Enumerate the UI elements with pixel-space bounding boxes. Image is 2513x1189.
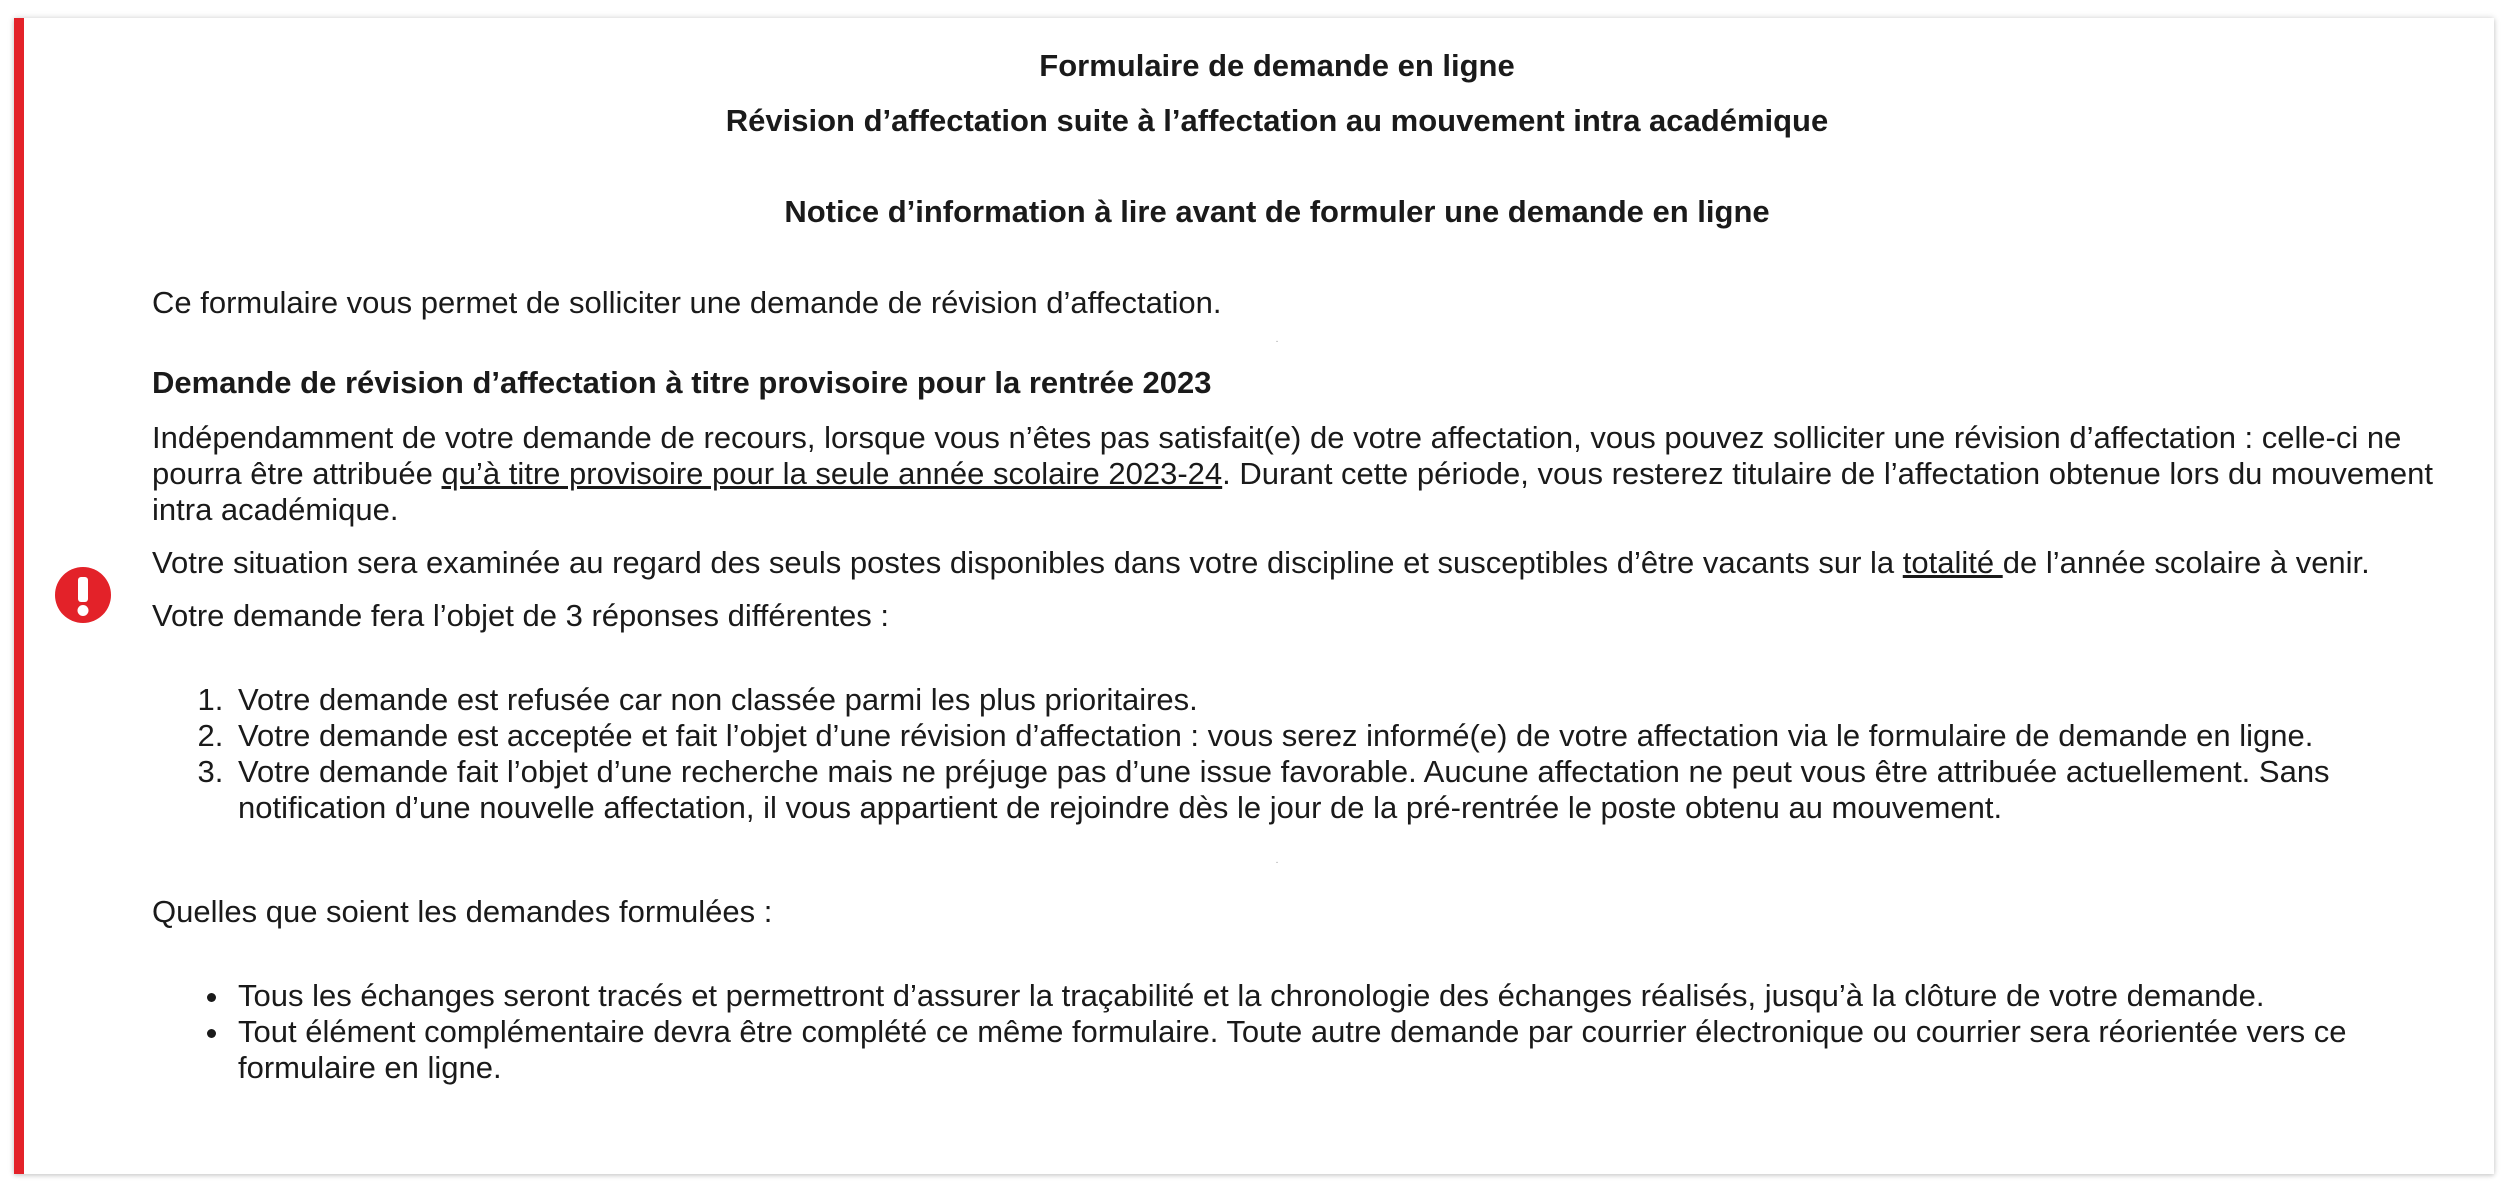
accent-bar [14,18,24,1174]
list-item: 1. Votre demande est refusée car non classée parmi les plus prioritaires. [232,682,2482,718]
separator-dot: . [1275,334,1279,345]
revision-paragraph-start: Indépendamment de votre demande de recours, lorsque vous n’êtes pas satisfait(e) de votre affectation, vous pouvez solliciter une révision d’affectation : celle-ci ne pourra être attribuée [152,420,2402,491]
notice-content [152,18,2482,1086]
notice-title: Notice d’information à lire avant de formuler une demande en ligne [784,194,1770,229]
responses-intro: Votre demande fera l’objet de 3 réponses différentes : [152,598,890,633]
list-item: 3. Votre demande fait l’objet d’une recherche mais ne préjuge pas d’une issue favorable. Aucune affectation ne peut vous être attribuée actuellement. Sans notification d’une nouvelle affectation, il vous appartient de rejoindre dès le jour de la pré-rentrée le poste obtenu au mouvement. [232,754,2482,826]
revision-paragraph [152,420,2482,528]
intro-text: Ce formulaire vous permet de solliciter une demande de révision d’affectation. [152,285,1222,320]
separator-dot: . [1275,855,1279,866]
form-subtitle: Révision d’affectation suite à l’affectation au mouvement intra académique [725,103,1829,138]
situation-paragraph [152,545,2482,581]
list-item: • Tout élément complémentaire devra être complété ce même formulaire. Toute autre demande par courrier électronique ou courrier sera réorientée vers ce formulaire en ligne. [232,1014,2482,1086]
section-heading: Demande de révision d’affectation à titre provisoire pour la rentrée 2023 [152,365,1212,400]
rules-list [152,978,2482,1086]
list-item: 2. Votre demande est acceptée et fait l’objet d’une révision d’affectation : vous serez informé(e) de votre affectation via le formulaire de demande en ligne. [232,718,2482,754]
situation-paragraph-start: Votre situation sera examinée au regard des seuls postes disponibles dans votre discipline et susceptibles d’être vacants sur la [152,545,1903,580]
form-title: Formulaire de demande en ligne [1039,48,1515,83]
notice-card [14,18,2494,1174]
provisional-period-underlined: qu’à titre provisoire pour la seule année scolaire 2023-24 [441,456,1223,491]
list-item: • Tous les échanges seront tracés et permettront d’assurer la traçabilité et la chronologie des échanges réalisés, jusqu’à la clôture de votre demande. [232,978,2482,1014]
responses-list [152,682,2482,826]
situation-paragraph-end: de l’année scolaire à venir. [2002,545,2370,580]
requests-intro: Quelles que soient les demandes formulées : [152,894,773,929]
exclamation-circle-icon [54,566,112,624]
totality-underlined: totalité [1902,545,2003,580]
revision-paragraph-end: . Durant cette période, vous resterez titulaire de l’affectation obtenue lors du mouvement intra académique. [152,456,2434,527]
